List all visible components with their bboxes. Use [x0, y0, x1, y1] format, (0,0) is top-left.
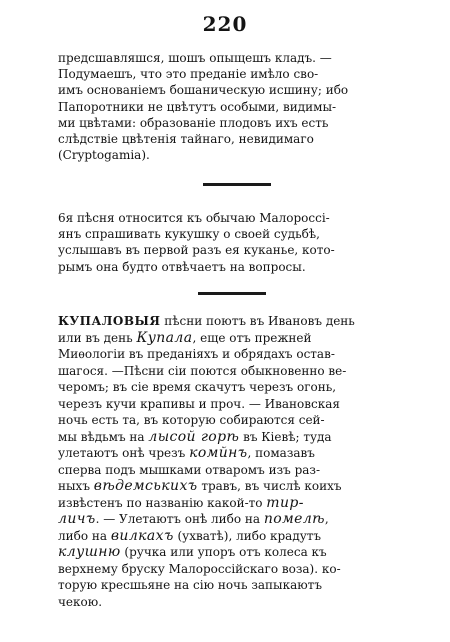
text-line: 6я пѣсня относится къ обычаю Малороссі- — [58, 211, 330, 225]
cursive-term: вѣдемськихъ — [93, 478, 198, 494]
text-line — [58, 495, 398, 512]
section-divider — [203, 183, 271, 186]
text-line: предсшавляшся, шошъ опыщешъ кладъ. — — [58, 51, 332, 65]
text-span: либо на — [58, 528, 111, 543]
cursive-term: личъ — [58, 511, 96, 527]
text-span: мы вѣдьмъ на — [58, 429, 149, 444]
text-line — [58, 330, 398, 347]
text-line: черезъ кучи крапивы и проч. — Ивановская — [58, 396, 340, 411]
text-line: сперва подъ мышками отваромъ изъ раз- — [58, 462, 321, 477]
text-span: въ Кіевѣ; туда — [239, 429, 332, 444]
text-line: Подумаешъ, что это преданіе имѣло сво- — [58, 67, 319, 82]
cursive-term: тир- — [266, 494, 304, 511]
section-heading: КУПАЛОВЫЯ — [58, 314, 161, 328]
text-line: торую кресшьяне на сію ночь запыкаютъ — [58, 578, 322, 592]
cursive-term: вилкахъ — [110, 527, 174, 544]
cursive-term: помелѣ — [263, 511, 325, 527]
text-line: верхнему бруску Малороссійскаго воза). ко- — [58, 561, 341, 576]
text-span: ныхъ — [58, 479, 94, 493]
text-span: , помазавъ — [247, 446, 315, 460]
cursive-term: клушню — [58, 544, 121, 560]
cursive-term: комйнъ — [189, 445, 248, 461]
text-span: или въ день — [58, 330, 137, 345]
text-line: шагося. —Пѣсни сіи поются обыкновенно ве- — [58, 363, 347, 378]
text-span: пѣсни поютъ въ Ивановъ день — [160, 314, 355, 328]
text-line: Миѳологіи въ преданіяхъ и обрядахъ остав- — [58, 347, 335, 361]
text-line — [58, 528, 398, 545]
text-span: (ручка или упоръ отъ колеса къ — [120, 545, 327, 559]
text-span: извѣстенъ по названію какой-то — [58, 495, 267, 510]
text-line — [58, 511, 398, 528]
text-line — [58, 544, 398, 561]
text-line: Папоротники не цвѣтутъ особыми, видимы- — [58, 99, 337, 114]
text-line: янъ спрашивать кукушку о своей судьбѣ, — [58, 227, 320, 242]
page-number: 220 — [202, 12, 248, 36]
text-line: имъ основаніемъ бошаническую исшину; ибо — [58, 83, 349, 98]
text-line — [58, 478, 398, 495]
section-divider — [198, 292, 266, 295]
cursive-term: Купала — [136, 329, 193, 346]
paragraph-cuckoo — [58, 210, 398, 275]
text-span: . — Улетаютъ онѣ либо на — [95, 512, 264, 526]
text-line: рымъ она будто отвѣчаетъ на вопросы. — [58, 259, 306, 274]
text-line — [58, 313, 398, 330]
text-span: улетаютъ онѣ чрезъ — [58, 446, 190, 460]
text-line — [58, 429, 398, 446]
cursive-term: лысой горѣ — [148, 428, 240, 445]
text-line: чекою. — [58, 594, 103, 609]
text-span: , еще отъ прежней — [192, 330, 312, 345]
text-line: черомъ; въ сіе время скачутъ черезъ огонь, — [58, 380, 337, 394]
text-line: ми цвѣтами: образованіе плодовъ ихъ есть — [58, 115, 329, 130]
text-line — [58, 445, 398, 462]
paragraph-kupala — [58, 313, 398, 610]
text-line: ночь есть та, въ которую собираются сей- — [58, 413, 325, 427]
text-span: , — [324, 512, 329, 526]
text-line: (Cryptogamia). — [58, 148, 150, 163]
text-span: травъ, въ числѣ коихъ — [197, 479, 342, 493]
paragraph-fern — [58, 50, 398, 163]
text-span: (ухватѣ), либо крадутъ — [173, 528, 322, 543]
text-line: услышавъ въ первой разъ ея куканье, кото- — [58, 243, 335, 258]
text-line: слѣдствіе цвѣтенія тайнаго, невидимаго — [58, 132, 314, 147]
